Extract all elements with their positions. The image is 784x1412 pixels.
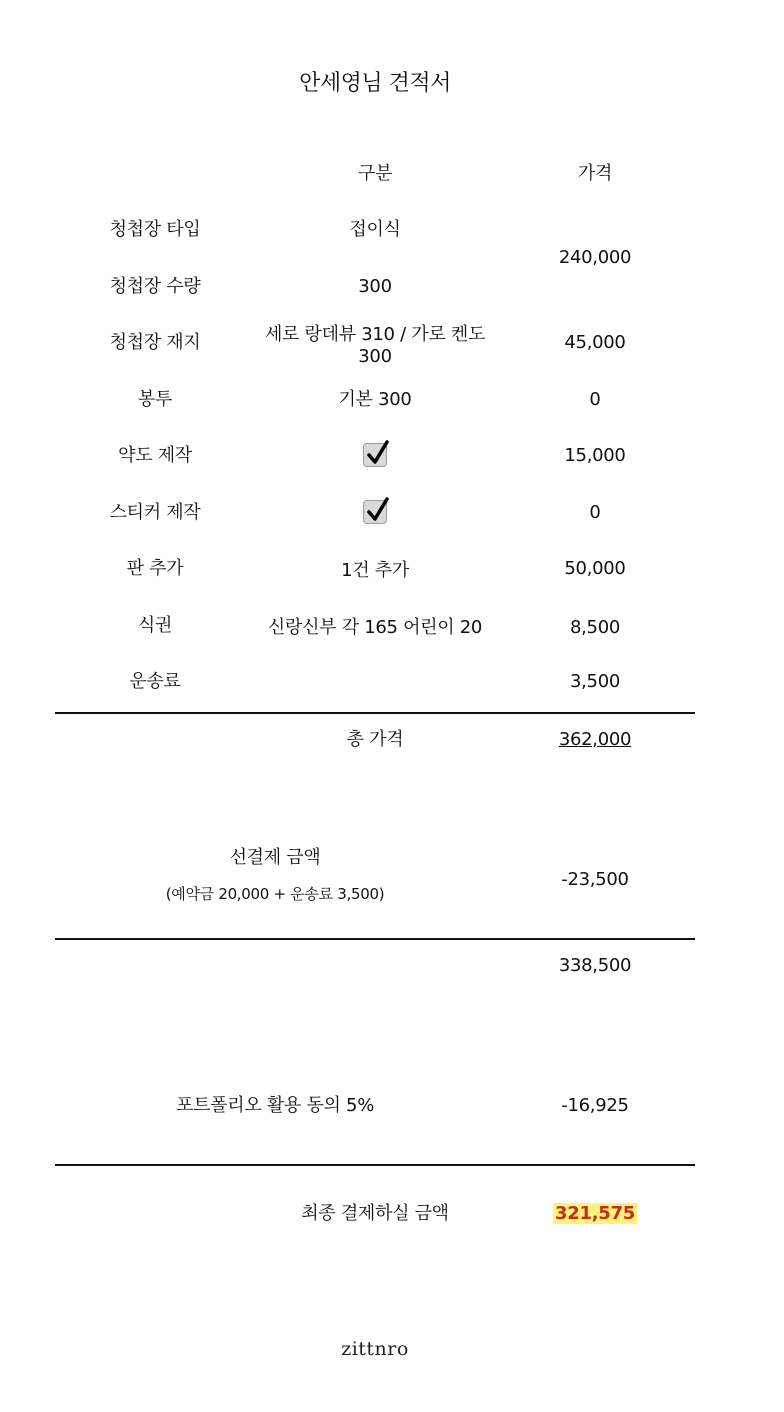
brand-logo: zittnro [341, 1338, 409, 1360]
prepay-price: -23,500 [561, 869, 629, 890]
row-price-paper: 45,000 [564, 332, 626, 353]
row-label-sticker: 스티커 제작 [109, 502, 201, 523]
row-label-map: 약도 제작 [118, 445, 192, 466]
row-label-quantity: 청첩장 수량 [109, 276, 201, 297]
divider [55, 712, 695, 714]
discount-price: -16,925 [561, 1095, 629, 1116]
checkmark-icon [365, 495, 391, 525]
row-check-sticker [255, 500, 495, 530]
row-value-envelope: 기본 300 [338, 389, 412, 410]
row-check-map [255, 443, 495, 473]
row-label-envelope: 봉투 [137, 389, 173, 410]
header-price: 가격 [577, 163, 613, 184]
row-price-meal-ticket: 8,500 [569, 617, 621, 638]
divider [55, 938, 695, 940]
total-price-value: 362,000 [558, 729, 632, 750]
prepay-note: (예약금 20,000 + 운송료 3,500) [165, 885, 385, 903]
row-label-plate: 판 추가 [126, 558, 184, 579]
discount-label: 포트폴리오 활용 동의 5% [175, 1095, 374, 1116]
total-price [495, 729, 695, 751]
row-value-plate: 1건 추가 [341, 560, 409, 581]
prepay-label: 선결제 금액 [229, 847, 321, 868]
row-price-plate: 50,000 [564, 558, 626, 579]
row-value-type: 접이식 [349, 219, 401, 240]
row-label-paper: 청첩장 재지 [109, 332, 201, 353]
final-label: 최종 결제하실 금액 [301, 1203, 449, 1224]
row-label-shipping: 운송료 [129, 671, 181, 692]
checkbox-sticker [363, 500, 387, 524]
final-price-value: 321,575 [555, 1203, 635, 1224]
header-category: 구분 [357, 163, 393, 184]
row-price-map: 15,000 [564, 445, 626, 466]
row-value-paper: 세로 랑데뷰 310 / 가로 켄도 300 [264, 324, 486, 367]
row-price-invitation: 240,000 [558, 247, 632, 268]
checkmark-icon [365, 438, 391, 468]
subtotal-price: 338,500 [558, 955, 632, 976]
checkbox-map [363, 443, 387, 467]
row-value-meal-ticket: 신랑신부 각 165 어린이 20 [267, 617, 483, 638]
page-title: 안세영님 견적서 [299, 71, 451, 96]
total-label: 총 가격 [346, 729, 404, 750]
row-label-type: 청첩장 타입 [109, 219, 201, 240]
row-price-sticker: 0 [589, 502, 601, 523]
row-price-envelope: 0 [589, 389, 601, 410]
divider [55, 1164, 695, 1166]
row-price-shipping: 3,500 [569, 671, 621, 692]
row-label-meal-ticket: 식권 [137, 615, 173, 636]
final-price [495, 1203, 695, 1225]
row-value-quantity: 300 [358, 276, 392, 297]
